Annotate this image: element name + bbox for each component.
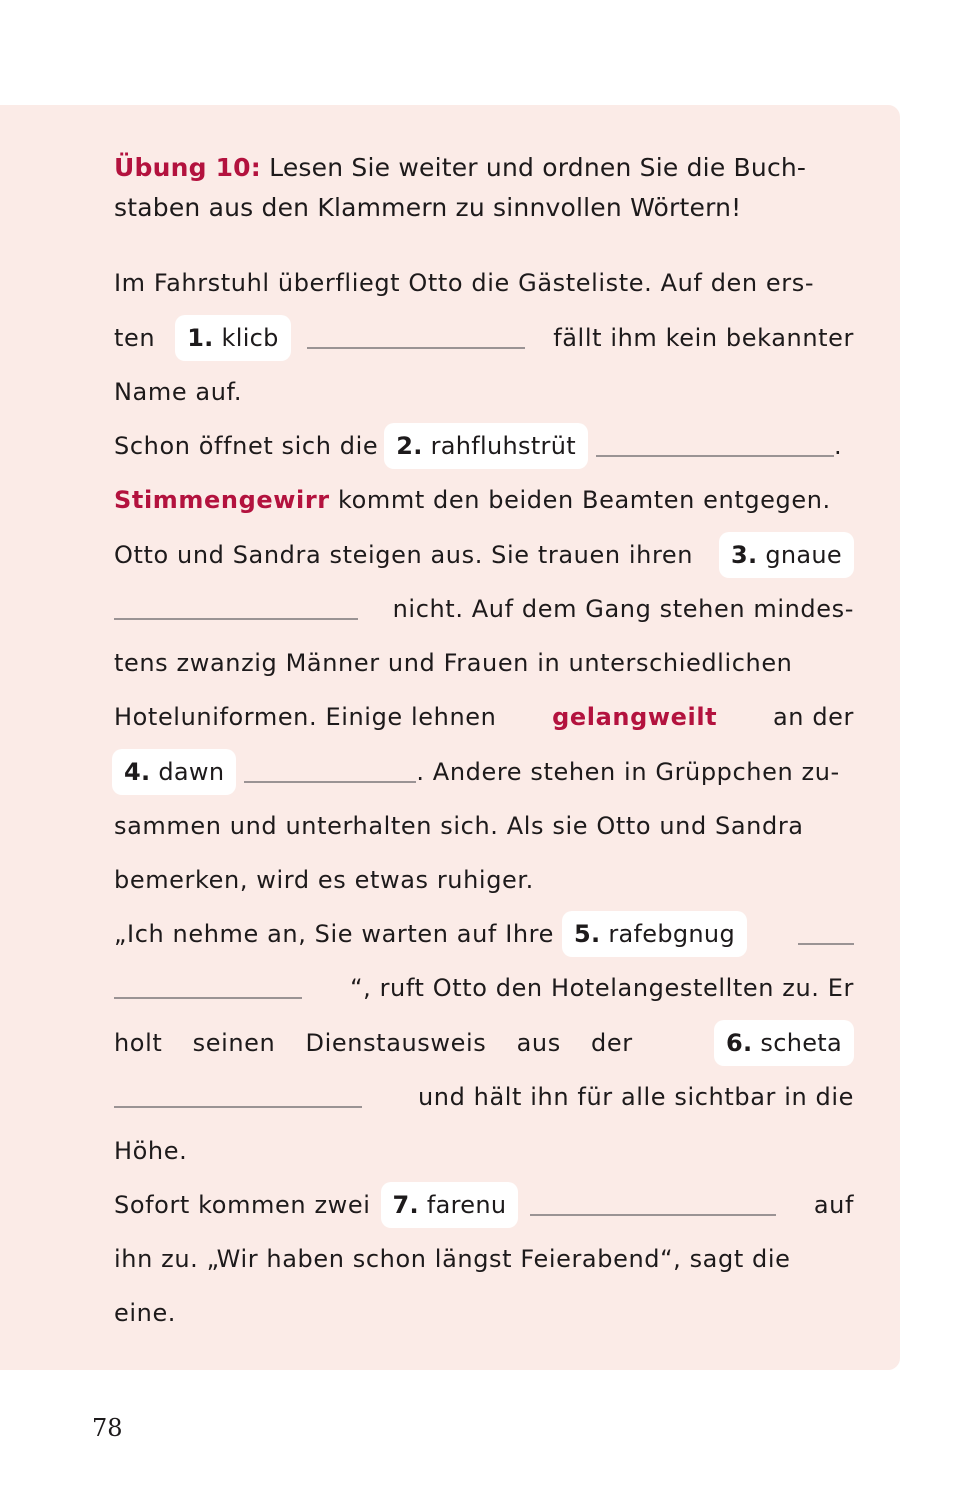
instruction-line-1: Lesen Sie weiter und ordnen Sie die Buch- [269, 153, 807, 182]
gap-7-blank[interactable] [530, 1194, 776, 1216]
text-line [114, 473, 854, 527]
gap-5-hint: 5. rafebgnug [562, 911, 747, 957]
text: ten [114, 324, 156, 352]
instruction-line-2: staben aus den Klammern zu sinnvollen Wörtern! [114, 193, 742, 222]
text-line [114, 799, 854, 853]
gap-1-hint: 1. klicb [175, 315, 291, 361]
text-line [114, 1070, 854, 1124]
text-line [114, 690, 854, 744]
text-line [114, 1016, 854, 1070]
text-line [114, 1286, 854, 1340]
page-number: 78 [92, 1414, 123, 1442]
gap-2-blank[interactable] [596, 435, 834, 457]
text-line [114, 907, 854, 961]
gap-1-blank[interactable] [307, 327, 525, 349]
text-line [114, 528, 854, 582]
text-line [114, 745, 854, 799]
gap-4-hint: 4. dawn [112, 749, 236, 795]
text-line [114, 1124, 854, 1178]
gap-5-blank-part1[interactable] [798, 923, 854, 945]
text-line [114, 256, 854, 310]
highlighted-word: Stimmengewirr [114, 486, 330, 514]
text: Schon öffnet sich die [114, 432, 379, 460]
text: kommt den beiden Beamten entgegen. [337, 486, 831, 514]
text-line [114, 1232, 854, 1286]
gap-2-hint: 2. rahfluhstrüt [384, 423, 588, 469]
gap-3-blank[interactable] [114, 598, 358, 620]
text: Name auf. [114, 378, 243, 406]
text-line [114, 365, 854, 419]
text: Im Fahrstuhl überfliegt Otto die Gästeliste. Auf den ers- [114, 269, 815, 297]
text: ihn zu. „Wir haben schon längst Feierabend“, sagt die [114, 1245, 791, 1273]
text: “, ruft Otto den Hotelangestellten zu. Er [350, 974, 854, 1002]
text: fällt ihm kein bekannter [553, 324, 854, 352]
text: Hoteluniformen. Einige lehnen [114, 703, 497, 731]
text-line [114, 636, 854, 690]
text-line [114, 419, 854, 473]
text: an der [772, 703, 854, 731]
gap-6-blank[interactable] [114, 1086, 362, 1108]
gap-7-hint: 7. farenu [381, 1182, 519, 1228]
text: holt seinen Dienstausweis aus der [114, 1029, 633, 1057]
text: Otto und Sandra steigen aus. Sie trauen ihren [114, 541, 694, 569]
text: tens zwanzig Männer und Frauen in unterschiedlichen [114, 649, 793, 677]
text: nicht. Auf dem Gang stehen mindes- [392, 595, 854, 623]
text-line [114, 311, 854, 365]
gap-3-hint: 3. gnaue [719, 532, 854, 578]
gap-6-hint: 6. scheta [714, 1020, 854, 1066]
text: sammen und unterhalten sich. Als sie Otto und Sandra [114, 812, 804, 840]
exercise-label: Übung 10: [114, 153, 261, 182]
gap-5-blank-part2[interactable] [114, 977, 302, 999]
exercise-title [114, 148, 854, 228]
text-line [114, 853, 854, 907]
text: . Andere stehen in Grüppchen zu- [416, 758, 840, 786]
text: und hält ihn für alle sichtbar in die [417, 1083, 854, 1111]
gap-4-blank[interactable] [244, 761, 416, 783]
text: Höhe. [114, 1137, 188, 1165]
text: „Ich nehme an, Sie warten auf Ihre [114, 920, 554, 948]
text-line [114, 961, 854, 1015]
text-line [114, 1178, 854, 1232]
text-line [114, 582, 854, 636]
text: auf [813, 1191, 854, 1219]
text: eine. [114, 1299, 177, 1327]
text: bemerken, wird es etwas ruhiger. [114, 866, 534, 894]
highlighted-word: gelangweilt [552, 703, 718, 731]
text: . [833, 432, 843, 460]
text: Sofort kommen zwei [114, 1191, 371, 1219]
